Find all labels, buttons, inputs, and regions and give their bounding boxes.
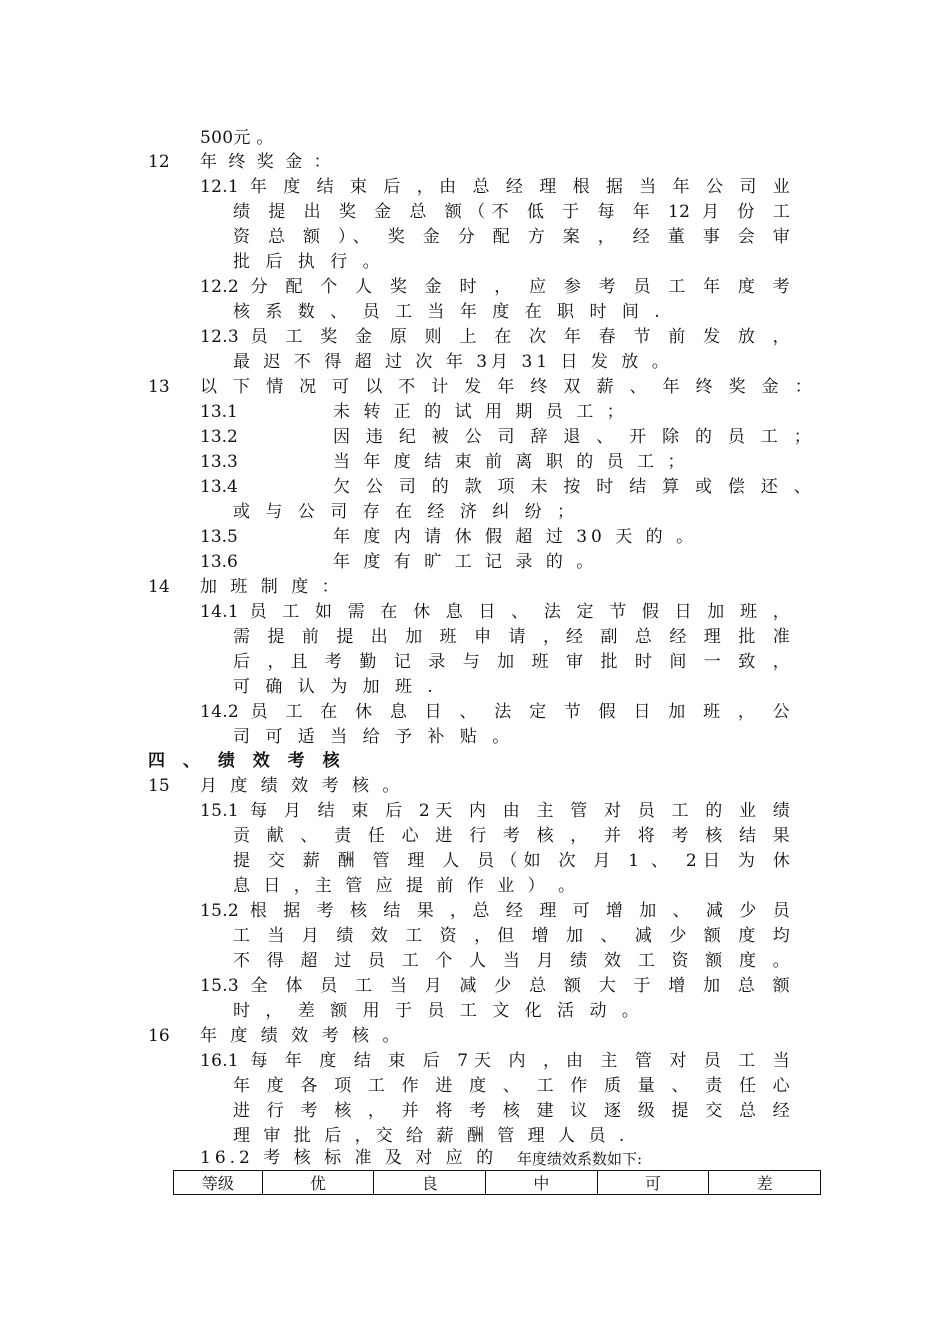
text-line: 可 确 认 为 加 班 . — [233, 677, 438, 697]
section-number: 14 — [148, 577, 170, 597]
section-heading: 月 度 绩 效 考 核 。 — [200, 776, 404, 796]
text-line: 14.1 员 工 如 需 在 休 息 日 、 法 定 节 假 日 加 班 ， — [200, 602, 790, 622]
table-cell: 差 — [709, 1171, 821, 1195]
text-line: 提 交 薪 酬 管 理 人 员（如 次 月 1 、 2日 为 休 — [233, 851, 790, 871]
section-number: 16 — [148, 1026, 170, 1046]
text-line: 最 迟 不 得 超 过 次 年 3月 31 日 发 放 。 — [233, 352, 673, 372]
text-line: 批 后 执 行 。 — [233, 252, 385, 272]
text-line: 后 ，且 考 勤 记 录 与 加 班 审 批 时 间 一 致 ， — [233, 652, 790, 672]
text-line: 12.2 分 配 个 人 奖 金 时 ， 应 参 考 员 工 年 度 考 — [200, 277, 790, 297]
section-number: 12 — [148, 152, 170, 172]
section-heading: 年 终 奖 金 ： — [200, 152, 334, 172]
text-line: 16.2 考 核 标 准 及 对 应 的 — [200, 1148, 498, 1168]
text-line: 年 度 内 请 休 假 超 过 30 天 的 。 — [333, 527, 698, 547]
text-line: 司 可 适 当 给 予 补 贴 。 — [233, 727, 515, 747]
text-line: 12.3 员 工 奖 金 原 则 上 在 次 年 春 节 前 发 放 ， — [200, 327, 790, 347]
section-heading: 以 下 情 况 可 以 不 计 发 年 终 双 薪 、 年 终 奖 金 ： — [200, 377, 812, 397]
text-line: 需 提 前 提 出 加 班 申 请 ，经 副 总 经 理 批 准 — [233, 627, 790, 647]
text-line: 时 ， 差 额 用 于 员 工 文 化 活 动 。 — [233, 1001, 644, 1021]
text-line: 核 系 数 、 员 工 当 年 度 在 职 时 间 . — [233, 302, 665, 322]
table-row — [174, 1171, 821, 1195]
section-number: 15 — [148, 776, 170, 796]
table-cell: 中 — [486, 1171, 598, 1195]
item-number: 13.5 — [200, 527, 238, 547]
text-line: 进 行 考 核 ， 并 将 考 核 建 议 逐 级 提 交 总 经 — [233, 1101, 790, 1121]
table-cell: 良 — [374, 1171, 486, 1195]
text-line: 不 得 超 过 员 工 个 人 当 月 绩 效 工 资 额 度 。 — [233, 951, 790, 971]
text-line: 14.2 员 工 在 休 息 日 、 法 定 节 假 日 加 班 ， 公 — [200, 702, 790, 722]
chapter-heading: 四 、 绩 效 考 核 — [148, 751, 346, 771]
text-line: 年度绩效系数如下: — [517, 1150, 643, 1168]
table-cell: 可 — [597, 1171, 709, 1195]
item-number: 13.4 — [200, 477, 238, 497]
section-number: 13 — [148, 377, 170, 397]
text-line: 理 审 批 后 ，交 给 薪 酬 管 理 人 员 . — [233, 1126, 629, 1146]
text-line: 工 当 月 绩 效 工 资 ，但 增 加 、 减 少 额 度 均 — [233, 926, 790, 946]
text-line: 500元 。 — [200, 128, 274, 148]
item-number: 13.1 — [200, 402, 238, 422]
text-line: 16.1 每 年 度 结 束 后 7天 内 ，由 主 管 对 员 工 当 — [200, 1051, 790, 1071]
section-heading: 年 度 绩 效 考 核 。 — [200, 1026, 404, 1046]
text-line: 贡 献 、 责 任 心 进 行 考 核 ， 并 将 考 核 结 果 — [233, 826, 790, 846]
item-number: 13.3 — [200, 452, 238, 472]
text-line: 当 年 度 结 束 前 离 职 的 员 工 ； — [333, 452, 689, 472]
section-heading: 加 班 制 度 ： — [200, 577, 343, 597]
text-line: 12.1 年 度 结 束 后 ，由 总 经 理 根 据 当 年 公 司 业 — [200, 177, 790, 197]
table-cell: 优 — [262, 1171, 374, 1195]
item-number: 13.2 — [200, 427, 238, 447]
text-line: 资 总 额 ）、 奖 金 分 配 方 案 ， 经 董 事 会 审 — [233, 227, 790, 247]
text-line: 15.2 根 据 考 核 结 果 ，总 经 理 可 增 加 、 减 少 员 — [200, 901, 790, 921]
text-line: 15.1 每 月 结 束 后 2天 内 由 主 管 对 员 工 的 业 绩 — [200, 801, 790, 821]
text-line: 息 日 ，主 管 应 提 前 作 业 ） 。 — [233, 876, 580, 896]
text-line: 年 度 有 旷 工 记 录 的 。 — [333, 552, 598, 572]
text-line: 未 转 正 的 试 用 期 员 工 ； — [333, 402, 628, 422]
text-line: 年 度 各 项 工 作 进 度 、 工 作 质 量 、 责 任 心 — [233, 1076, 790, 1096]
grade-table — [173, 1170, 821, 1195]
text-line: 欠 公 司 的 款 项 未 按 时 结 算 或 偿 还 、 — [333, 477, 811, 497]
item-number: 13.6 — [200, 552, 238, 572]
text-line: 15.3 全 体 员 工 当 月 减 少 总 额 大 于 增 加 总 额 — [200, 976, 790, 996]
table-cell: 等级 — [174, 1171, 263, 1195]
text-line: 或 与 公 司 存 在 经 济 纠 纷 ； — [233, 502, 580, 522]
text-line: 绩 提 出 奖 金 总 额（不 低 于 每 年 12 月 份 工 — [233, 202, 790, 222]
text-line: 因 违 纪 被 公 司 辞 退 、 开 除 的 员 工 ； — [333, 427, 811, 447]
